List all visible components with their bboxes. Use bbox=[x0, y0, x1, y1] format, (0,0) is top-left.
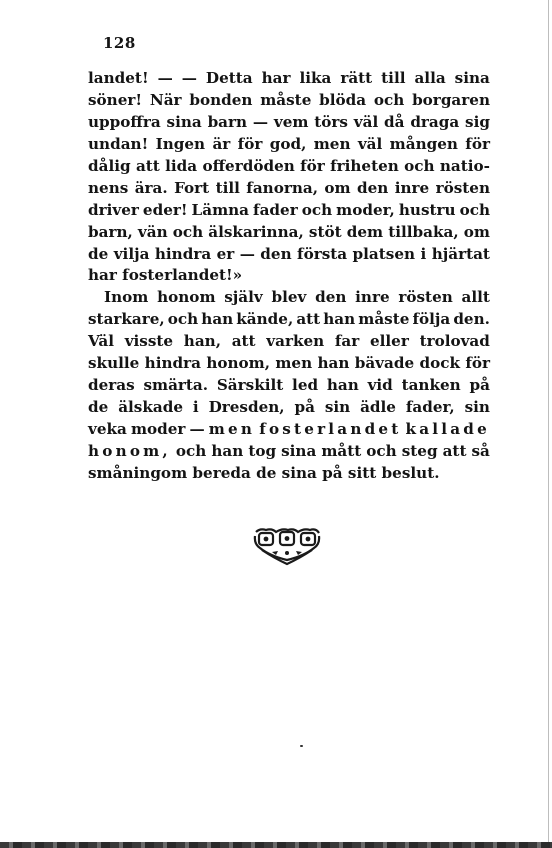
word: fader bbox=[253, 200, 298, 219]
word: tanken bbox=[401, 376, 461, 395]
word: fader, bbox=[405, 398, 455, 417]
word: i bbox=[420, 244, 427, 263]
word: rätt bbox=[340, 69, 373, 87]
word: på bbox=[294, 398, 315, 417]
word: driver bbox=[88, 200, 139, 219]
text-line bbox=[88, 68, 490, 90]
word: vilja bbox=[113, 244, 150, 263]
word: han bbox=[317, 354, 350, 373]
word: att bbox=[231, 332, 256, 351]
text-line bbox=[88, 134, 490, 156]
word: och bbox=[366, 441, 397, 460]
word: rösten bbox=[398, 288, 453, 307]
text-line bbox=[88, 397, 490, 419]
word: och bbox=[373, 90, 405, 109]
word: uppoffra bbox=[88, 112, 161, 131]
word: själv bbox=[224, 288, 263, 307]
word: Ingen bbox=[155, 134, 206, 153]
word: starkare, bbox=[88, 310, 165, 329]
word: mått bbox=[321, 441, 362, 460]
text-line bbox=[88, 178, 490, 200]
word: om bbox=[463, 222, 490, 241]
text-line bbox=[88, 244, 490, 266]
word: den bbox=[260, 244, 292, 263]
word: skulle bbox=[88, 354, 140, 373]
word: lida bbox=[165, 156, 198, 175]
word: far bbox=[334, 332, 360, 351]
word: blöda bbox=[319, 90, 367, 109]
word: bonden bbox=[189, 90, 253, 109]
word: borgaren bbox=[412, 90, 490, 109]
word: När bbox=[149, 90, 182, 109]
word: och bbox=[167, 310, 199, 329]
word: fosterlandet bbox=[259, 420, 402, 438]
word: — bbox=[189, 420, 205, 438]
word: barn, bbox=[88, 222, 133, 241]
word: för bbox=[465, 134, 490, 153]
word: ädle bbox=[360, 398, 396, 417]
ornament-vignette-icon bbox=[252, 526, 322, 568]
word: måste bbox=[358, 310, 410, 329]
word: han, bbox=[183, 332, 221, 351]
word: sin bbox=[464, 398, 490, 417]
word: att bbox=[442, 441, 467, 460]
word: Detta bbox=[205, 69, 253, 87]
word: god, bbox=[269, 134, 307, 153]
word: smärta. bbox=[143, 376, 209, 395]
word: sin bbox=[324, 398, 351, 417]
word: hindra bbox=[144, 354, 201, 373]
word: på bbox=[469, 376, 490, 395]
text-line bbox=[88, 222, 490, 244]
word: är bbox=[212, 134, 231, 153]
word: landet! bbox=[88, 69, 149, 87]
text-line bbox=[88, 265, 490, 287]
word: er bbox=[216, 244, 235, 263]
word: har fosterlandet!» bbox=[88, 266, 243, 285]
text-line bbox=[88, 156, 490, 178]
word: fanorna, bbox=[246, 178, 319, 197]
word: småningom bereda de sina på sitt beslut. bbox=[88, 463, 440, 482]
word: hjärtat bbox=[431, 244, 490, 263]
word: men bbox=[313, 134, 351, 153]
text-line bbox=[88, 309, 490, 331]
word: att bbox=[135, 156, 160, 175]
word: har bbox=[261, 69, 291, 87]
word: honom, bbox=[88, 441, 171, 460]
word: tillbaka, bbox=[388, 222, 459, 241]
word: Särskilt bbox=[216, 376, 284, 395]
text-line bbox=[88, 441, 490, 463]
word: sina bbox=[454, 69, 490, 87]
word: han bbox=[211, 441, 244, 460]
word: — bbox=[239, 244, 255, 263]
word: inre bbox=[355, 288, 390, 307]
word: blev bbox=[271, 288, 307, 307]
word: Väl bbox=[88, 332, 114, 351]
text-line bbox=[88, 375, 490, 397]
word: dålig bbox=[88, 156, 131, 175]
word: eller bbox=[369, 332, 409, 351]
word: den bbox=[315, 288, 347, 307]
word: då bbox=[384, 112, 405, 131]
word: för bbox=[237, 134, 263, 153]
word: allt bbox=[461, 288, 490, 307]
word: steg bbox=[401, 441, 438, 460]
word: den. bbox=[453, 310, 490, 329]
word: alla bbox=[414, 69, 446, 87]
word: väl bbox=[353, 112, 379, 131]
text-line bbox=[88, 200, 490, 222]
page-edge bbox=[548, 0, 549, 848]
word: Inom bbox=[104, 288, 149, 307]
word: Dresden, bbox=[208, 398, 285, 417]
body-text bbox=[88, 68, 490, 485]
word: mången bbox=[389, 134, 458, 153]
word: till bbox=[381, 69, 406, 87]
word: offerdöden bbox=[202, 156, 295, 175]
word: i bbox=[192, 398, 199, 417]
word: hindra bbox=[154, 244, 212, 263]
word: vem bbox=[273, 112, 309, 131]
word: och bbox=[459, 200, 490, 219]
word: led bbox=[292, 376, 319, 395]
word: natio- bbox=[439, 156, 490, 175]
word: för bbox=[300, 156, 325, 175]
word: honom, bbox=[206, 354, 271, 373]
word: moder, bbox=[336, 200, 395, 219]
page-number: 128 bbox=[103, 34, 136, 52]
word: men bbox=[208, 420, 256, 438]
word: så bbox=[471, 441, 490, 460]
text-line bbox=[88, 419, 490, 441]
word: och bbox=[301, 200, 333, 219]
word: kände, bbox=[236, 310, 294, 329]
word: han bbox=[326, 376, 359, 395]
word: och bbox=[172, 222, 204, 241]
word: stöt bbox=[308, 222, 342, 241]
word: — bbox=[181, 69, 197, 87]
word: — bbox=[157, 69, 173, 87]
word: trolovad bbox=[419, 332, 490, 351]
word: och bbox=[175, 441, 207, 460]
word: de bbox=[88, 398, 109, 417]
word: sina bbox=[281, 441, 317, 460]
word: bävade bbox=[354, 354, 415, 373]
word: väl bbox=[357, 134, 383, 153]
word: för bbox=[465, 354, 490, 373]
word: och bbox=[404, 156, 435, 175]
word: följa bbox=[412, 310, 451, 329]
text-line bbox=[88, 353, 490, 375]
word: om bbox=[324, 178, 351, 197]
word: platsen bbox=[352, 244, 416, 263]
word: deras bbox=[88, 376, 135, 395]
word: ära. bbox=[134, 178, 168, 197]
word: han bbox=[201, 310, 234, 329]
word: dem bbox=[346, 222, 384, 241]
word: älskade bbox=[118, 398, 183, 417]
word: tog bbox=[248, 441, 277, 460]
word: hustru bbox=[398, 200, 456, 219]
word: undan! bbox=[88, 134, 149, 153]
word: lika bbox=[299, 69, 332, 87]
word: moder bbox=[130, 420, 186, 438]
word: den bbox=[357, 178, 389, 197]
word: älskarinna, bbox=[208, 222, 304, 241]
text-line bbox=[88, 331, 490, 353]
word: barn bbox=[207, 112, 248, 131]
word: kallade bbox=[405, 420, 490, 438]
text-line bbox=[88, 287, 490, 309]
print-speck bbox=[300, 745, 303, 747]
word: sig bbox=[465, 112, 490, 131]
word: eder! bbox=[142, 200, 188, 219]
text-line bbox=[88, 463, 490, 485]
word: Lämna bbox=[191, 200, 250, 219]
word: — bbox=[252, 112, 269, 131]
word: att bbox=[296, 310, 321, 329]
word: törs bbox=[314, 112, 348, 131]
scan-edge bbox=[0, 842, 552, 848]
word: sina bbox=[166, 112, 202, 131]
word: veka bbox=[88, 420, 127, 438]
word: han bbox=[323, 310, 356, 329]
word: honom bbox=[157, 288, 216, 307]
word: måste bbox=[260, 90, 312, 109]
word: Fort bbox=[174, 178, 210, 197]
word: friheten bbox=[330, 156, 399, 175]
word: inre bbox=[394, 178, 430, 197]
text-line bbox=[88, 112, 490, 134]
word: vid bbox=[367, 376, 393, 395]
word: men bbox=[275, 354, 313, 373]
word: draga bbox=[410, 112, 460, 131]
word: första bbox=[297, 244, 348, 263]
word: de bbox=[88, 244, 109, 263]
text-line bbox=[88, 90, 490, 112]
word: vän bbox=[137, 222, 168, 241]
word: varken bbox=[266, 332, 325, 351]
word: rösten bbox=[435, 178, 490, 197]
word: visste bbox=[124, 332, 174, 351]
word: söner! bbox=[88, 90, 143, 109]
word: dock bbox=[419, 354, 460, 373]
word: till bbox=[215, 178, 240, 197]
word: nens bbox=[88, 178, 129, 197]
